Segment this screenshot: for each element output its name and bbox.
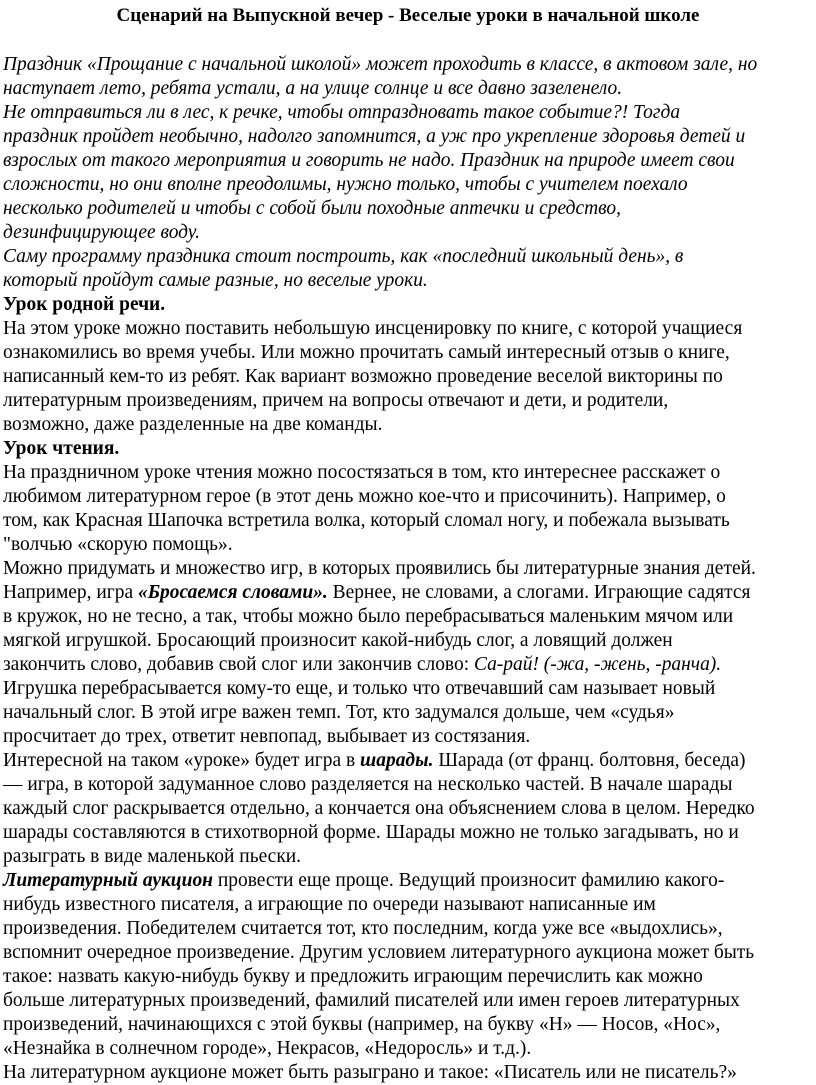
paragraph-line: На этом уроке можно поставить небольшую инсценировку по книге, с которой учащиеся [3, 318, 743, 339]
paragraph-line: шарады составляются в стихотворной форме. Шарады можно не только загадывать, но и [3, 822, 739, 843]
document-title: Сценарий на Выпускной вечер - Веселые уроки в начальной школе [116, 5, 700, 26]
intro-line: дезинфицирующее воду. [3, 222, 201, 243]
text-run: Вернее, не словами, а слогами. Играющие садятся [327, 582, 751, 603]
paragraph-line: литературным произведениям, причем на вопросы отвечают и дети, и родители, [3, 390, 669, 411]
paragraph-line: больше литературных произведений, фамилий писателей или имен героев литературных [3, 990, 740, 1011]
paragraph-line: возможно, даже разделенные на две команды. [3, 414, 383, 435]
intro-line: взрослых от такого мероприятия и говорить не надо. Праздник на природе имеет свои [3, 150, 735, 171]
intro-line: Саму программу праздника стоит построить, как «последний школьный день», в [3, 246, 684, 267]
section-heading-reading: Урок чтения. [3, 438, 120, 459]
intro-line: праздник пройдет необычно, надолго запомнится, а уж про укрепление здоровья детей и [3, 126, 746, 147]
text-run: Например, игра [3, 582, 138, 603]
paragraph-line: — игра, в которой задуманное слово разделяется на несколько частей. В начале шарады [3, 774, 733, 795]
paragraph-line: произведений, начинающихся с этой буквы (например, на букву «Н» — Носов, «Нос», [3, 1014, 721, 1035]
intro-line: который пройдут самые разные, но веселые уроки. [3, 270, 428, 291]
paragraph-line: написанный кем-то из ребят. Как вариант возможно проведение веселой викторины по [3, 366, 723, 387]
paragraph-line: начальный слог. В этой игре важен темп. Тот, кто задумался дольше, чем «судья» [3, 702, 675, 723]
paragraph-line: нибудь известного писателя, а играющие по очереди называют написанные им [3, 894, 656, 915]
game-example: Са-рай! (-жа, -жень, -ранча). [473, 654, 722, 675]
paragraph-line: Игрушка перебрасывается кому-то еще, и только что отвечавший сам называет новый [3, 678, 716, 699]
game-name: «Бросаемся словами». [137, 582, 328, 603]
text-run: Шарада (от франц. болтовня, беседа) [433, 750, 746, 771]
intro-line: несколько родителей и чтобы с собой были походные аптечки и средство, [3, 198, 621, 219]
paragraph-line [3, 654, 813, 676]
paragraph-line: мягкой игрушкой. Бросающий произносит какой-нибудь слог, а ловящий должен [3, 630, 673, 651]
paragraph-line: разыграть в виде маленькой пьески. [3, 846, 302, 867]
paragraph-line: На литературном аукционе может быть разыграно и такое: «Писатель или не писатель?» [3, 1062, 737, 1083]
auction-name: Литературный аукцион [3, 870, 213, 891]
paragraph-line: вспомнит очередное произведение. Другим условием литературного аукциона может быть [3, 942, 755, 963]
paragraph-line: Можно придумать и множество игр, в которых проявились бы литературные знания детей. [3, 558, 756, 579]
paragraph-line: просчитает до трех, ответит невпопад, выбывает из состязания. [3, 726, 531, 747]
intro-line: Не отправиться ли в лес, к речке, чтобы отпраздновать такое событие?! Тогда [3, 102, 681, 123]
paragraph-line [3, 582, 813, 604]
paragraph-line [3, 870, 813, 892]
paragraph-line: такое: назвать какую-нибудь букву и предложить играющим перечислить как можно [3, 966, 703, 987]
charades-name: шарады. [360, 750, 434, 771]
paragraph-line: в кружок, но не тесно, а так, чтобы можно было перебрасываться маленьким мячом или [3, 606, 734, 627]
intro-line: наступает лето, ребята устали, а на улице солнце и все давно зазеленело. [3, 78, 623, 99]
intro-line: Праздник «Прощание с начальной школой» может проходить в классе, в актовом зале, но [3, 54, 758, 75]
paragraph-line: каждый слог раскрывается отдельно, а кончается она объяснением слова в целом. Нередко [3, 798, 755, 819]
paragraph-line: "волчью «скорую помощь». [3, 534, 233, 555]
text-run: провести еще проще. Ведущий произносит фамилию какого- [212, 870, 725, 891]
paragraph-line: любимом литературном герое (в этот день можно кое-что и присочинить). Например, о [3, 486, 726, 507]
paragraph-line: произведения. Победителем считается тот, кто последним, когда уже все «выдохлись», [3, 918, 723, 939]
intro-line: сложности, но они вполне преодолимы, нужно только, чтобы с учителем поехало [3, 174, 688, 195]
paragraph-line: На праздничном уроке чтения можно посостязаться в том, кто интереснее расскажет о [3, 462, 721, 483]
paragraph-line: «Незнайка в солнечном городе», Некрасов, «Недоросль» и т.д.). [3, 1038, 532, 1059]
text-run: закончить слово, добавив свой слог или закончив слово: [3, 654, 474, 675]
text-run: Интересной на таком «уроке» будет игра в [3, 750, 361, 771]
paragraph-line: том, как Красная Шапочка встретила волка, который сломал ногу, и побежала вызывать [3, 510, 730, 531]
paragraph-line [3, 750, 813, 772]
section-heading-native-speech: Урок родной речи. [3, 294, 166, 315]
paragraph-line: ознакомились во время учебы. Или можно прочитать самый интересный отзыв о книге, [3, 342, 730, 363]
